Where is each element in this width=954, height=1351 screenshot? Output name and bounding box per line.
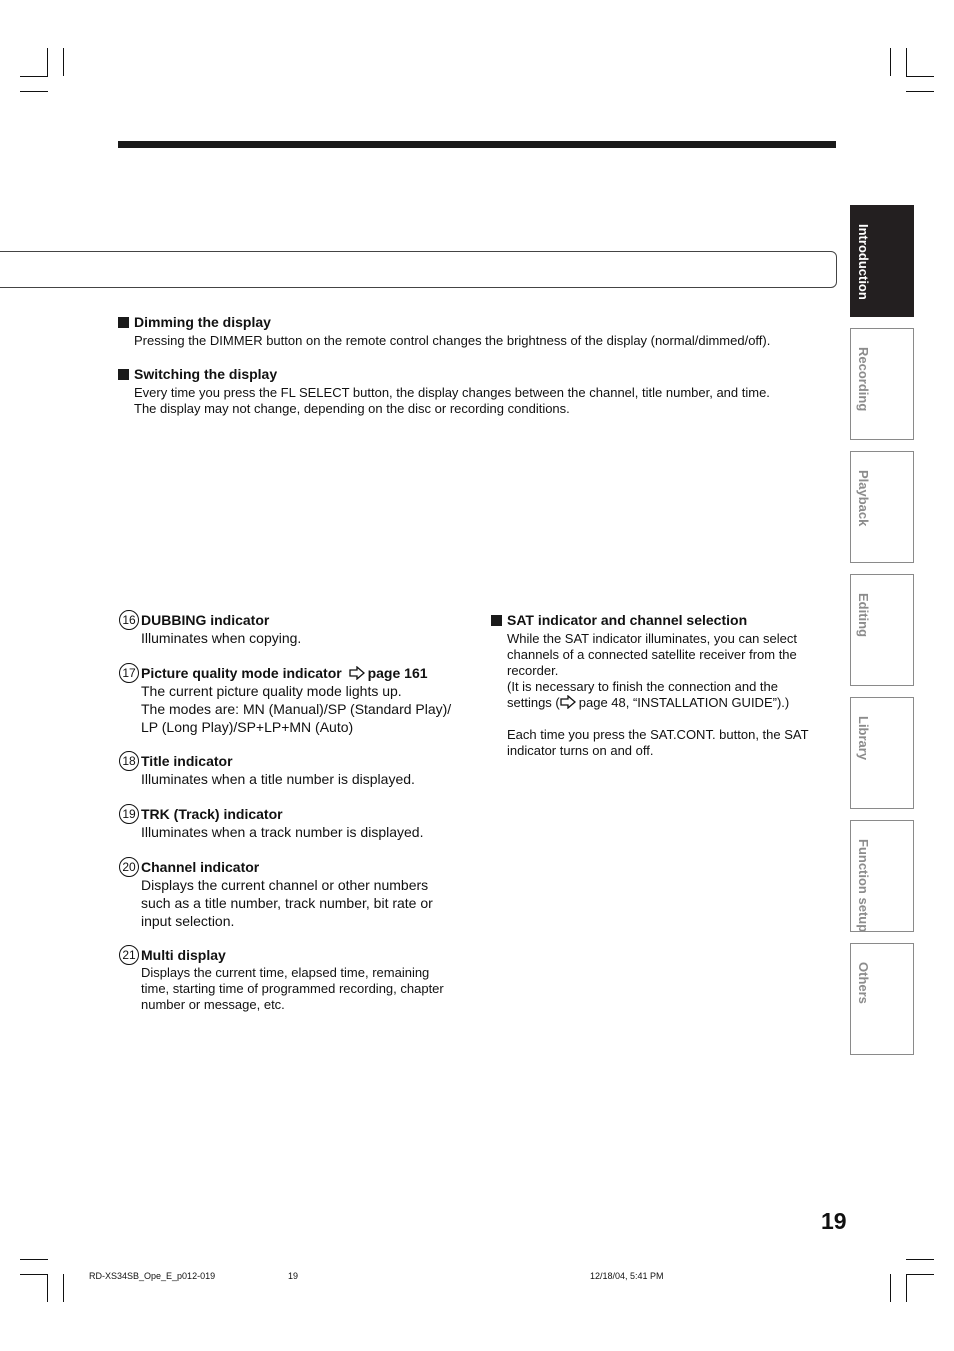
item-line: input selection.: [141, 913, 235, 929]
crop-mark: [906, 48, 907, 76]
tab-editing[interactable]: [850, 574, 914, 686]
footer-file: RD-XS34SB_Ope_E_p012-019: [89, 1271, 216, 1281]
item-line: time, starting time of programmed recording, chapter: [141, 981, 444, 996]
dimming-text: Pressing the DIMMER button on the remote control changes the brightness of the display (normal/dimmed/off).: [134, 333, 771, 348]
bullet-square-icon: [491, 615, 502, 626]
item-dubbing-indicator: [122, 611, 471, 647]
sat-settings-pre: settings (: [507, 695, 560, 710]
item-line: The modes are: MN (Manual)/SP (Standard Play)/: [141, 701, 452, 717]
dimming-section: [118, 313, 818, 349]
item-title: DUBBING indicator: [141, 612, 270, 628]
switching-line: Every time you press the FL SELECT button, the display changes between the channel, title number, and time.: [134, 385, 770, 400]
item-number: 20: [119, 857, 139, 877]
crop-mark: [906, 76, 934, 77]
tab-label: Recording: [856, 347, 871, 412]
sat-line: recorder.: [507, 663, 559, 678]
tab-label: Playback: [856, 470, 871, 527]
crop-mark: [906, 91, 934, 92]
item-title: Picture quality mode indicator: [141, 665, 342, 681]
top-rule: [118, 141, 836, 148]
crop-mark: [63, 48, 64, 76]
tab-label: Others: [856, 962, 871, 1004]
dimming-heading: Dimming the display: [134, 314, 271, 330]
tab-label: Editing: [856, 593, 871, 638]
item-trk-indicator: [122, 805, 471, 841]
page-ref-link[interactable]: page 161: [367, 665, 428, 681]
tab-playback[interactable]: [850, 451, 914, 563]
sat-line: Each time you press the SAT.CONT. button, the SAT: [507, 727, 809, 742]
item-line: Illuminates when copying.: [141, 630, 302, 646]
switching-line: The display may not change, depending on the disc or recording conditions.: [134, 401, 570, 416]
crop-mark: [63, 1274, 64, 1302]
item-picture-quality: [122, 664, 481, 736]
item-number: 18: [119, 751, 139, 771]
sat-line: While the SAT indicator illuminates, you can select: [507, 631, 797, 646]
crop-mark: [20, 1259, 48, 1260]
item-number: 21: [119, 945, 139, 965]
crop-mark: [47, 48, 48, 76]
tab-recording[interactable]: [850, 328, 914, 440]
item-line: number or message, etc.: [141, 997, 285, 1012]
item-line: Displays the current time, elapsed time, remaining: [141, 965, 430, 980]
tab-label: Function setup: [856, 839, 871, 933]
sat-heading: SAT indicator and channel selection: [507, 612, 748, 628]
item-title: TRK (Track) indicator: [141, 806, 283, 822]
item-line: such as a title number, track number, bit rate or: [141, 895, 433, 911]
tab-label: Introduction: [856, 224, 871, 300]
bullet-square-icon: [118, 369, 129, 380]
crop-mark: [20, 91, 48, 92]
page-number: 19: [821, 1208, 847, 1234]
switching-heading: Switching the display: [134, 366, 278, 382]
tab-function-setup[interactable]: [850, 820, 914, 932]
item-title-indicator: [122, 752, 471, 788]
item-line: Illuminates when a track number is displayed.: [141, 824, 424, 840]
bullet-square-icon: [118, 317, 129, 328]
item-channel-indicator: [122, 858, 471, 930]
item-title: Title indicator: [141, 753, 233, 769]
crop-mark: [47, 1274, 48, 1302]
sat-line: channels of a connected satellite receiver from the: [507, 647, 797, 662]
tab-introduction[interactable]: [850, 205, 914, 317]
crop-mark: [906, 1274, 934, 1275]
sat-section: [491, 611, 831, 759]
crop-mark: [906, 1274, 907, 1302]
section-header-box: [0, 251, 837, 288]
crop-mark: [20, 1274, 48, 1275]
item-line: Illuminates when a title number is displayed.: [141, 771, 415, 787]
item-line: LP (Long Play)/SP+LP+MN (Auto): [141, 719, 354, 735]
item-multi-display: [122, 946, 471, 1013]
switching-section: [118, 365, 818, 417]
item-line: The current picture quality mode lights up.: [141, 683, 402, 699]
item-number: 17: [119, 663, 139, 683]
crop-mark: [890, 1274, 891, 1302]
item-line: Displays the current channel or other numbers: [141, 877, 429, 893]
page-ref-arrow-icon: [349, 666, 365, 680]
item-number: 16: [119, 610, 139, 630]
tab-label: Library: [856, 716, 871, 761]
item-title: Multi display: [141, 947, 226, 963]
footer-page: 19: [288, 1271, 299, 1281]
tab-library[interactable]: [850, 697, 914, 809]
footer-date: 12/18/04, 5:41 PM: [590, 1271, 664, 1281]
crop-mark: [906, 1259, 934, 1260]
crop-mark: [890, 48, 891, 76]
tab-others[interactable]: [850, 943, 914, 1055]
item-number: 19: [119, 804, 139, 824]
item-title: Channel indicator: [141, 859, 260, 875]
sat-line: indicator turns on and off.: [507, 743, 654, 758]
page-ref-arrow-icon: [560, 695, 576, 709]
sat-settings-ref[interactable]: page 48, “INSTALLATION GUIDE”).): [578, 695, 790, 710]
sat-line: (It is necessary to finish the connection and the: [507, 679, 778, 694]
crop-mark: [20, 76, 48, 77]
